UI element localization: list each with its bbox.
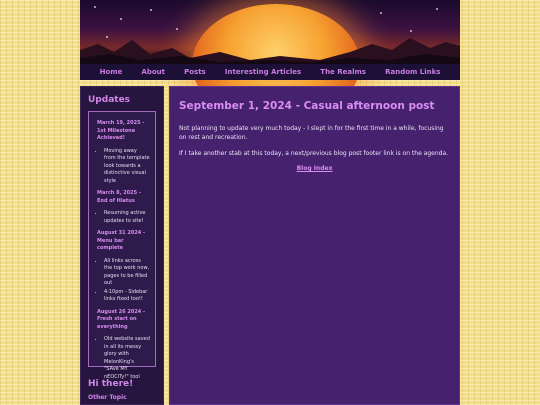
update-item: • Old website saved in all its messy glory with MelonKing's "SAve MY nEOCiTy!" tool: [104, 336, 150, 381]
nav-link-about[interactable]: About: [141, 68, 165, 76]
nav-link-the-realms[interactable]: The Realms: [320, 68, 366, 76]
update-list: [94, 258, 150, 304]
page-wrapper: [80, 0, 460, 405]
update-list: [94, 210, 150, 225]
hi-there-heading: Hi there!: [88, 379, 134, 389]
nav-link-random-links[interactable]: Random Links: [385, 68, 441, 76]
update-date: August 31 2024 - Menu bar complete: [97, 230, 146, 251]
blog-index-link[interactable]: Blog Index: [296, 165, 333, 172]
nav-link-home[interactable]: Home: [99, 68, 123, 76]
update-item: • Moving away from the template look towards a distinctive visual style: [104, 148, 150, 186]
update-date: March 8, 2025 - End of Hiatus: [97, 190, 141, 204]
main-content: [169, 86, 460, 405]
header-banner-image: [80, 0, 460, 64]
nav-link-posts[interactable]: Posts: [184, 68, 206, 76]
sidebar: [80, 86, 164, 405]
post-paragraph: If I take another stab at this today, a next/previous blog post footer link is on the agenda.: [179, 150, 449, 157]
post-title: September 1, 2024 - Casual afternoon post: [179, 100, 435, 112]
update-list: [94, 336, 150, 381]
update-item: • Resuming active updates to site!: [104, 210, 150, 225]
other-topic-heading: Other Topic: [88, 394, 127, 401]
post-paragraph: Not planning to update very much today - I slept in for the first time in a while, focusing on rest and recreation.: [179, 125, 444, 141]
mountain-silhouette: [80, 30, 460, 64]
update-item: • All links across the top work now, pages to be filled out: [104, 258, 150, 288]
update-date: August 26 2024 - Fresh start on everything: [97, 308, 146, 330]
nav-link-interesting-articles[interactable]: Interesting Articles: [224, 68, 302, 76]
updates-box[interactable]: [88, 111, 156, 380]
top-nav-bar: [80, 64, 460, 80]
update-date: March 19, 2025 - 1st Milestone Achieved!: [97, 120, 145, 141]
update-item: • 4:10pm - Sidebar links fixed too!!: [104, 289, 150, 304]
updates-heading: Updates: [88, 95, 131, 105]
update-list: [94, 148, 150, 186]
